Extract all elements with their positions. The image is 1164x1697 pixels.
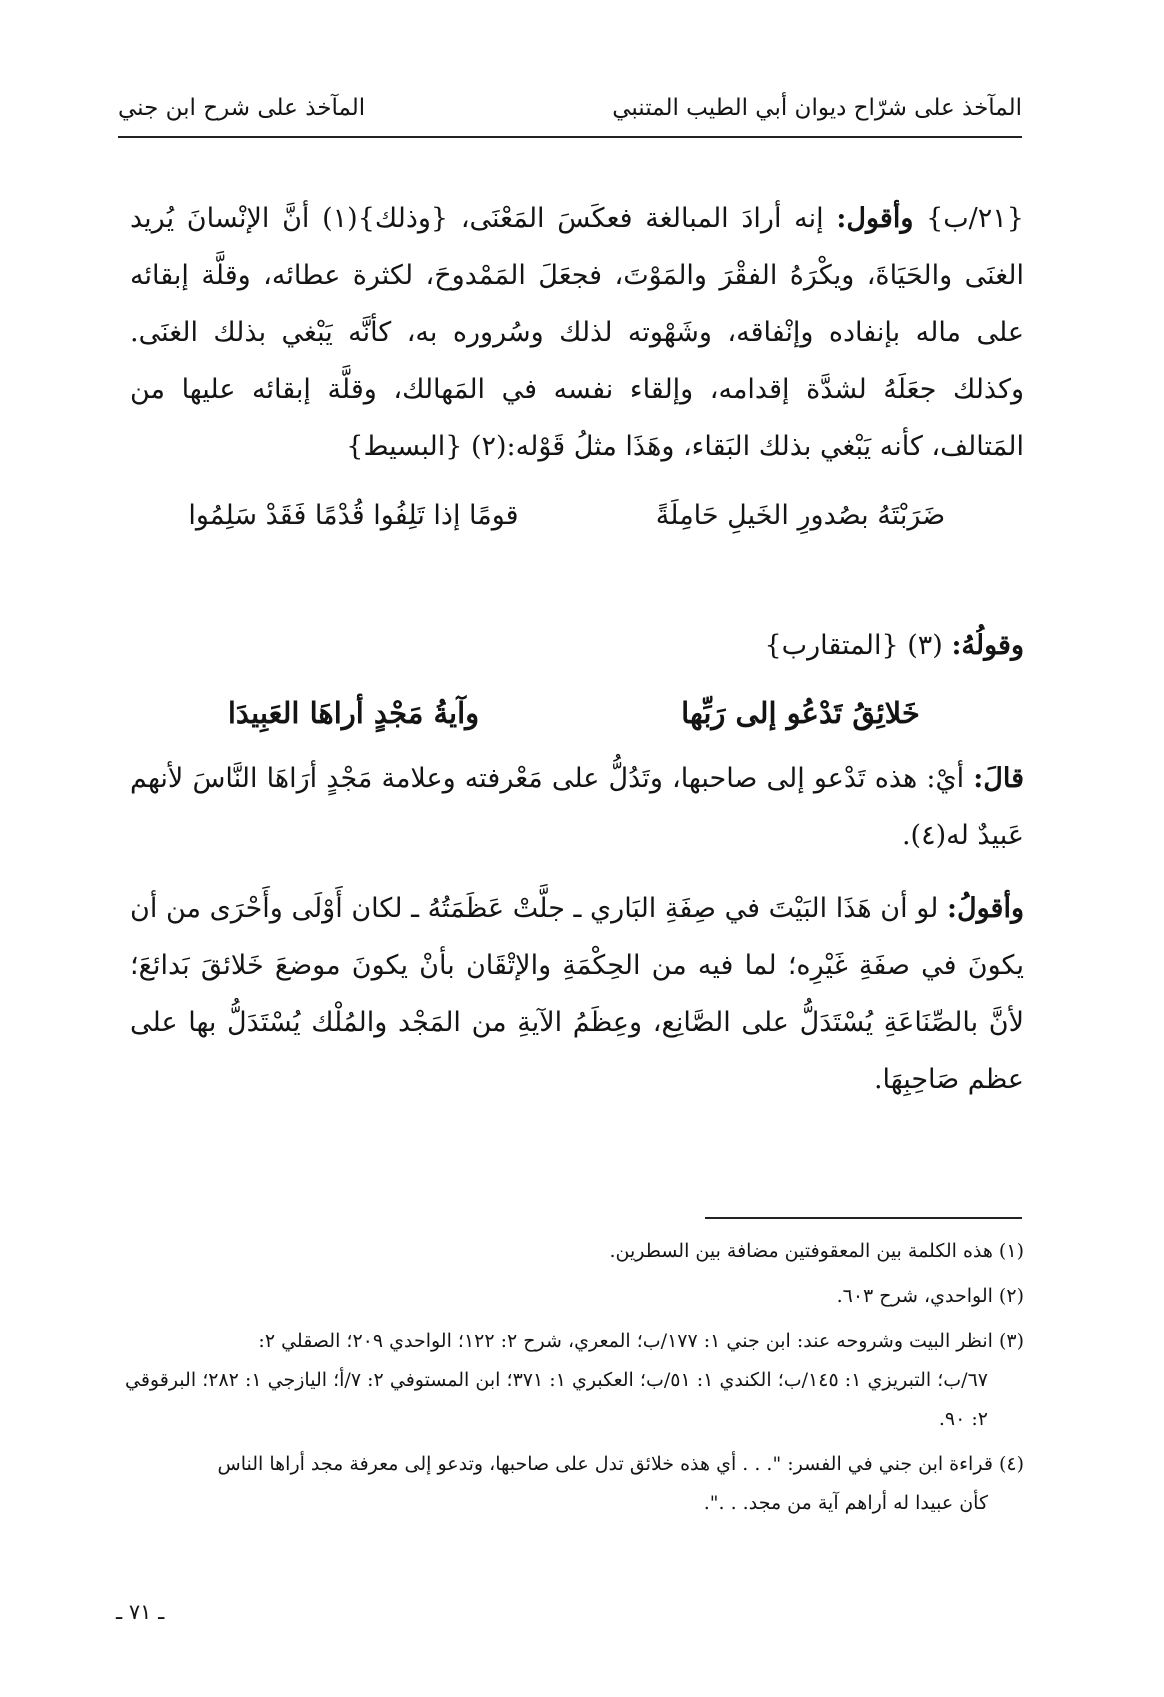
footnote-text: (١) هذه الكلمة بين المعقوفتين مضافة بين السطرين. <box>609 1240 1024 1262</box>
paragraph-3 <box>130 880 1024 1108</box>
paragraph-lead: قالَ: <box>973 763 1024 794</box>
verse-intro-meter: (٣) {المتقارب} <box>764 630 943 661</box>
header-rule <box>118 136 1022 138</box>
paragraph-2 <box>130 750 1024 864</box>
footnote-rule <box>705 1217 1022 1219</box>
footnote-text: (٢) الواحدي، شرح ٦٠٣. <box>836 1285 1024 1307</box>
paragraph-text: إنه أرادَ المبالغة فعكَسَ المَعْنَى، {وذلك}(١) أنَّ الإنْسانَ يُريد الغنَى والحَيَاةَ، ويكْرَهُ الفقْرَ والمَوْتَ، فجعَلَ المَمْدوحَ، لكثرة عطائه، وقلَّة إبقائه على ماله بإنفاده وإنْفاقه، وشَهْوته لذلك وسُروره به، كأنَّه يَبْغي بذلك الغنَى. وكذلك جعَلَهُ لشدَّة إقدامه، وإلقاء نفسه في المَهالك، وقلَّة إبقائه عليها من المَتالف، كأنه يَبْغي بذلك البَقاء، وهَذَا مثلُ قَوْله:(٢) {البسيط} <box>130 203 1024 462</box>
verse-intro <box>130 630 1024 661</box>
footnote-text: (٣) انظر البيت وشروحه عند: ابن جني ١: ١٧٧/ب؛ المعري، شرح ٢: ١٢٢؛ الواحدي ٢٠٩؛ الصقلي ٢: <box>258 1330 1024 1352</box>
paragraph-lead: وأقولُ: <box>947 893 1024 924</box>
footnote-2 <box>125 1277 1024 1316</box>
verse-2-first-hemistich: خَلائِقُ تَدْعُو إلى رَبِّها <box>681 696 920 730</box>
verse-1-first-hemistich: ضَرَبْتَهُ بصُدورِ الخَيلِ حَامِلَةً <box>655 500 946 531</box>
verse-2 <box>130 696 1024 730</box>
verse-2-second-hemistich: وآيةُ مَجْدٍ أراهَا العَبِيدَا <box>227 696 480 730</box>
footnote-1 <box>125 1232 1024 1271</box>
footnote-text: (٤) قراءة ابن جني في الفسر: ". . . أي هذه خلائق تدل على صاحبها، وتدعو إلى معرفة مجد أراها الناس <box>217 1453 1024 1475</box>
running-header <box>118 88 1022 128</box>
footnote-continuation: كأن عبيدا له أراهم آية من مجد. . .". <box>703 1492 988 1514</box>
footnotes <box>125 1232 1024 1529</box>
footnote-3 <box>125 1322 1024 1439</box>
header-section-title: المآخذ على شرح ابن جني <box>118 95 366 121</box>
page-number: ـ ٧١ ـ <box>116 1600 165 1624</box>
verse-1 <box>130 500 1024 531</box>
paragraph-text: أيْ: هذه تَدْعو إلى صاحبها، وتَدُلُّ على مَعْرفته وعلامة مَجْدٍ أرَاهَا النَّاسَ لأنهم عَبيدٌ له(٤). <box>130 763 1024 851</box>
paragraph-text: لو أن هَذَا البَيْتَ في صِفَةِ البَاري ـ جلَّتْ عَظَمَتُهُ ـ لكان أَوْلَى وأَحْرَى من أن يكونَ في صفَةِ غَيْرِه؛ لما فيه من الحِكْمَةِ والإتْقَان بأنْ يكونَ موضعَ خَلائقَ بَدائعَ؛ لأنَّ بالصِّنَاعَةِ يُسْتَدَلُّ على الصَّانِع، وعِظَمُ الآيةِ من المَجْد والمُلْك يُسْتَدَلُّ بها على عظم صَاحِبِهَا. <box>130 893 1024 1095</box>
paragraph-1 <box>130 190 1024 475</box>
folio-reference: {٢١/ب} <box>926 203 1024 234</box>
footnote-continuation: ٦٧/ب؛ التبريزي ١: ١٤٥/ب؛ الكندي ١: ٥١/ب؛ العكبري ١: ٣٧١؛ ابن المستوفي ٢: ٧/أ؛ اليازجي ١: ٢٨٢؛ البرقوقي ٢: ٩٠. <box>125 1369 988 1430</box>
verse-1-second-hemistich: قومًا إذا تَلِفُوا قُدْمًا فَقَدْ سَلِمُوا <box>188 500 519 531</box>
paragraph-lead: وأقول: <box>836 203 914 234</box>
footnote-4 <box>125 1445 1024 1523</box>
header-book-title: المآخذ على شرّاح ديوان أبي الطيب المتنبي <box>612 95 1022 121</box>
verse-intro-lead: وقولُهُ: <box>951 630 1024 661</box>
